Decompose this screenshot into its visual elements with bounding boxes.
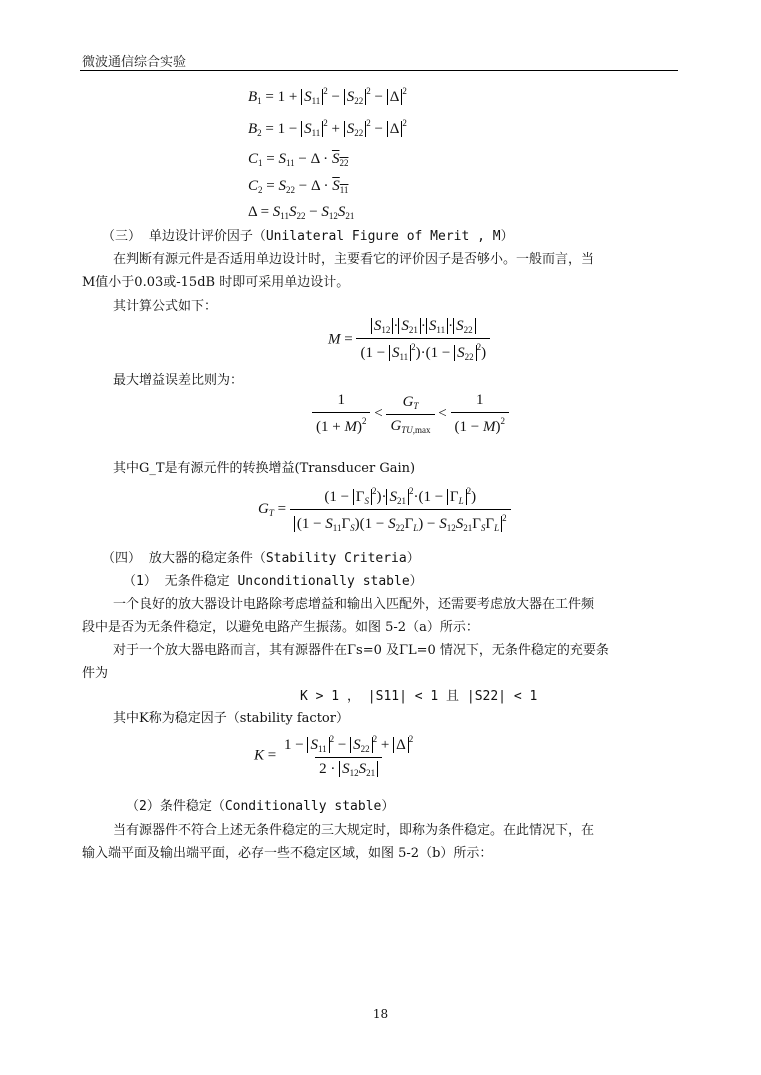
equation-c2: $C_2 = S_{22} - \Delta \cdot S_{11}$ (248, 178, 349, 195)
header-rule (80, 70, 678, 71)
equation-delta: $\Delta = S_{11}S_{22} - S_{12}S_{21}$ (248, 204, 355, 221)
section3-paragraph-line2: M值小于0.03或-15dB 时即可采用单边设计。 (82, 275, 350, 290)
stability-condition: K > 1 ， |S11| < 1 且 |S22| < 1 (300, 689, 538, 704)
gain-error-intro: 最大增益误差比则为： (113, 373, 244, 388)
section4-paragraph2-line1: 对于一个放大器电路而言，其有源器件在Γs=0 及ΓL=0 情况下，无条件稳定的充要条 (113, 643, 609, 658)
section3-paragraph-line1: 在判断有源元件是否适用单边设计时，主要看它的评价因子是否够小。一般而言，当 (113, 252, 595, 267)
running-header: 微波通信综合实验 (82, 55, 187, 70)
section4-heading: （四） 放大器的稳定条件（Stability Criteria） (102, 551, 420, 566)
equation-gt: $G_T$ = $\frac{(1 - \Gamma_S^2)\cdot S_{21}^2\cdot(1 - \Gamma_L^2)}{(1 - S_{11}\Gamma_S)(1 - S_{22}\Gamma_L) - S_{12}S_{21}\Gamma_S\Gamma_L^2}$ (258, 486, 511, 533)
stability-factor-intro: 其中K称为稳定因子（stability factor） (113, 711, 349, 726)
formula-intro: 其计算公式如下： (113, 299, 218, 314)
equation-k: K = $\frac{1 - S_{11}^2 - S_{22}^2 + \Delta ^2}{2 \cdot S_{12}S_{21}}$ (254, 734, 414, 778)
transducer-gain-intro: 其中G_T是有源元件的转换增益(Transducer Gain) (113, 461, 416, 476)
section4-paragraph4-line1: 当有源器件不符合上述无条件稳定的三大规定时，即称为条件稳定。在此情况下，在 (113, 823, 595, 838)
equation-m: M = $\frac{S_{12} \cdot S_{21} \cdot S_{11} \cdot S_{22}}{(1 - S_{11}^2)\cdot(1 - S_{22}^2)}$ (328, 318, 490, 362)
section4-paragraph1-line1: 一个良好的放大器设计电路除考虑增益和输出入匹配外，还需要考虑放大器在工件频 (113, 597, 595, 612)
equation-gain-ratio: $\frac{1}{(1 + M)^2}$ < $\frac{G_T}{G_{TU,max}}$ < $\frac{1}{(1 - M)^2}$ (312, 392, 509, 436)
equation-b2: $B_2 = 1 - S_{11}^2 + S_{22}^2 - \Delta$ $^2$ (248, 118, 407, 138)
equation-b1: $B_1 = 1 + S_{11}^2 - S_{22}^2 - \Delta$ $^2$ (248, 86, 407, 106)
subsection-conditional: （2）条件稳定（Conditionally stable） (126, 799, 395, 814)
section4-paragraph1-line2: 段中是否为无条件稳定，以避免电路产生振荡。如图 5-2（a）所示： (82, 620, 479, 635)
page-number: 18 (372, 1007, 389, 1021)
section4-paragraph2-line2: 件为 (82, 666, 109, 681)
subsection-unconditional: （1） 无条件稳定 Unconditionally stable） (123, 574, 423, 589)
section4-paragraph4-line2: 输入端平面及输出端平面，必存一些不稳定区域，如图 5-2（b）所示： (82, 846, 493, 861)
equation-c1: $C_1 = S_{11} - \Delta \cdot S_{22}$ (248, 151, 349, 168)
section3-heading: （三） 单边设计评价因子（Unilateral Figure of Merit , M） (102, 229, 514, 244)
